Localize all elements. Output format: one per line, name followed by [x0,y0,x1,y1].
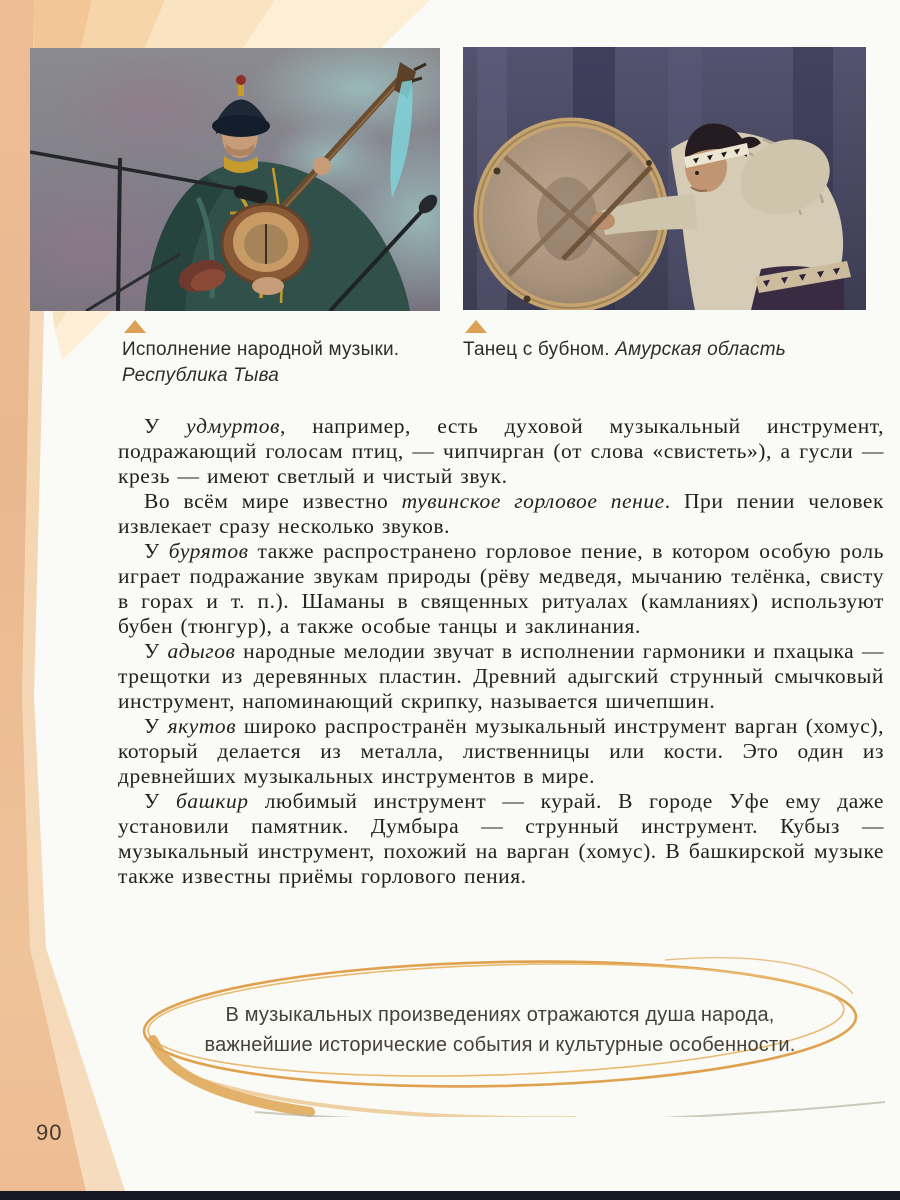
caption-right-photo [463,337,883,363]
caption-region: Амурская область [615,339,786,360]
body-paragraph [118,639,884,714]
paragraph-text: . При пении человек извлекает сразу несколько звуков. [118,489,884,538]
body-paragraph [118,539,884,639]
term-italic: тувинское горловое пение [401,489,665,513]
photo-drum-dancer [463,47,866,310]
caption-marker-icon [465,320,487,333]
book-edge-bar [0,1191,900,1200]
body-paragraph [118,414,884,489]
key-idea-line: В музыкальных произведениях отражаются душа народа, [225,1004,775,1026]
ethnonym-italic: удмуртов [186,414,280,438]
caption-left-photo [122,337,452,389]
body-paragraph [118,489,884,539]
paragraph-text: также распространено горловое пение, в котором особую роль играет подражание звукам природы (рёву медведя, мычанию телёнка, свисту в горах и т. п.). Шаманы в священных ритуалах (камланиях) используют бубен (тюнгур), а также особые танцы и заклинания. [118,539,884,638]
key-idea-text [160,1000,840,1060]
paragraph-text: Во всём мире известно [144,489,402,513]
paragraph-text: У [144,539,169,563]
paragraph-text: , например, есть духовой музыкальный инструмент, подражающий голосам птиц, — чипчирган (от слова «свистеть»), а гусли — крезь — имеют светлый и чистый звук. [118,414,885,488]
ethnonym-italic: адыгов [167,639,236,663]
ethnonym-italic: якутов [167,714,237,738]
caption-region: Республика Тыва [122,365,280,386]
key-idea-line: важнейшие исторические события и культурные особенности. [204,1034,796,1056]
paragraph-text: широко распространён музыкальный инструмент варган (хомус), который делается из металла, лиственницы или кости. Это один из древнейших музыкальных инструментов в мире. [118,714,884,788]
body-paragraph [118,714,884,789]
paragraph-text: У [144,789,176,813]
body-paragraph [118,789,884,889]
caption-marker-icon [124,320,146,333]
page-number: 90 [36,1120,63,1145]
folk-musician-illustration [30,48,440,311]
photo-folk-musician [30,48,440,311]
paragraph-text: любимый инструмент — курай. В городе Уфе ему даже установили памятник. Думбыра — струнный инструмент. Кубыз — музыкальный инструмент, похожий на варган (хомус). В башкирской музыке также известны приёмы горлового пения. [118,789,884,888]
caption-main: Танец с бубном. [463,339,610,360]
paragraph-text: У [144,714,168,738]
ethnonym-italic: башкир [175,789,249,813]
caption-main: Исполнение народной музыки. [122,339,400,360]
body-text [118,414,884,889]
drum-dancer-illustration [463,47,866,310]
paragraph-text: У [144,639,168,663]
ethnonym-italic: бурятов [168,539,249,563]
key-idea-callout [105,942,895,1117]
paragraph-text: народные мелодии звучат в исполнении гармоники и пхацыка — трещотки из деревянных пластин. Древний адыгский струнный смычковый инструмент, напоминающий скрипку, называется шичепшин. [118,639,884,713]
paragraph-text: У [144,414,187,438]
